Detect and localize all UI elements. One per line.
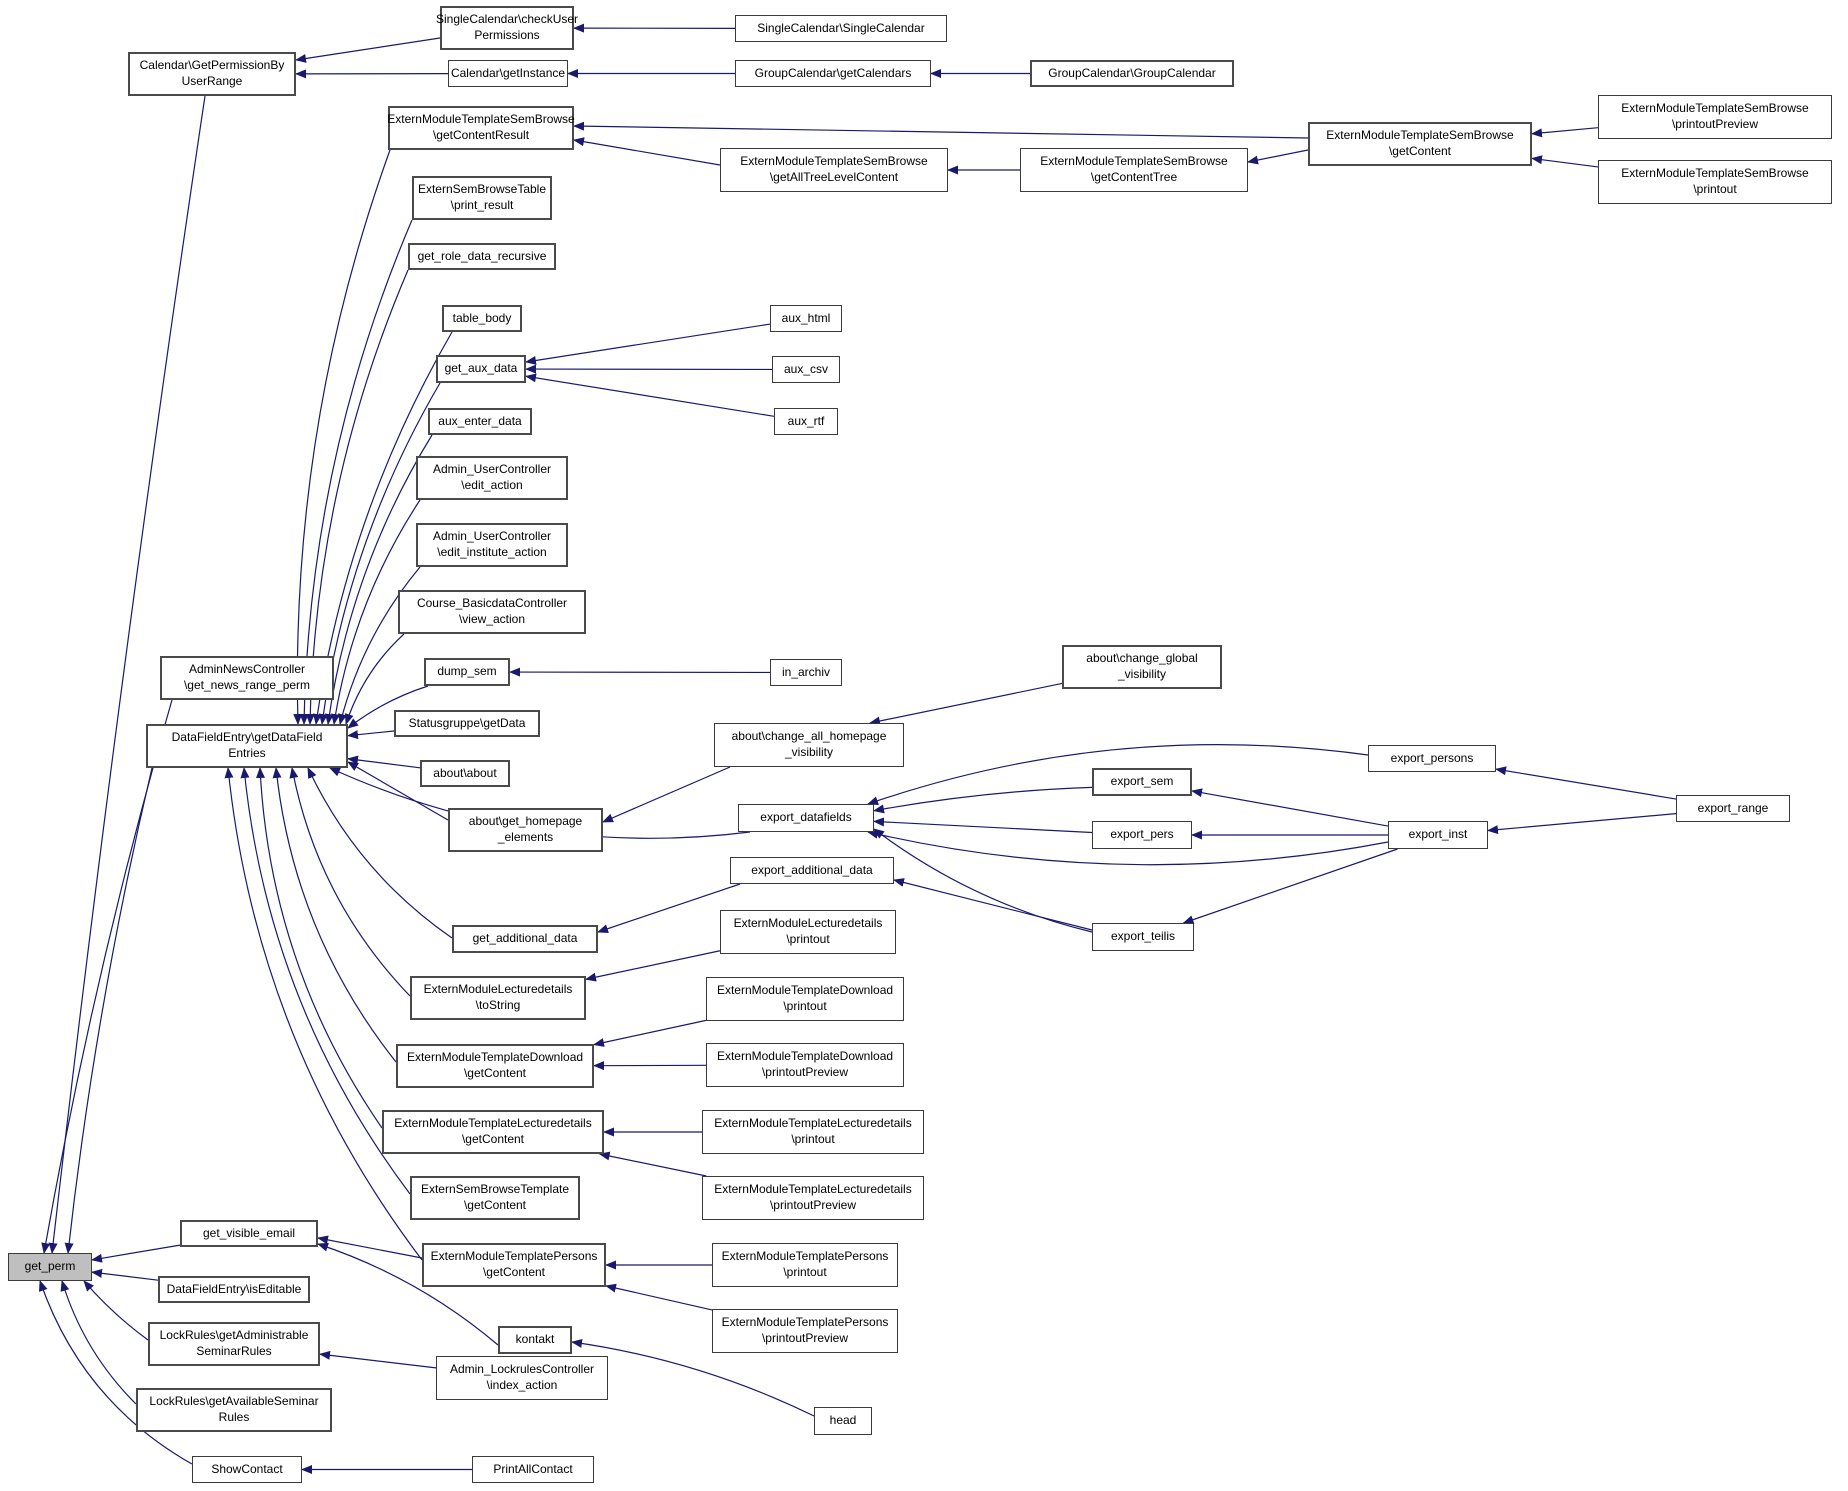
node-semb-getalltree[interactable]	[720, 148, 948, 192]
node-dump-sem[interactable]	[424, 658, 510, 686]
node-label-line: ExternSemBrowseTable	[417, 182, 547, 197]
node-esbt-getcontent[interactable]	[410, 1176, 580, 1220]
edge-esbt_print_result-to-dfe_hub	[304, 220, 412, 724]
node-course-view[interactable]	[398, 590, 586, 634]
node-label-line: ExternSemBrowseTemplate	[420, 1182, 570, 1197]
node-label-line: DataFieldEntry\getDataField	[171, 730, 323, 745]
node-label-line: \print_result	[450, 198, 514, 212]
node-label-line: LockRules\getAdministrable	[159, 1328, 309, 1343]
node-label-line: \printout	[783, 1265, 827, 1279]
node-label-line: \toString	[475, 998, 521, 1012]
edge-emtd_getcontent-to-dfe_hub	[276, 768, 396, 1062]
edge-eml_printout-to-eml_tostring	[586, 951, 720, 980]
edge-emtp_printoutpreview-to-emtp_getcontent	[606, 1286, 712, 1310]
node-label-line: ExternModuleLecturedetails	[733, 916, 883, 931]
node-label-line: in_archiv	[781, 664, 831, 679]
node-statusgruppe-getdata[interactable]	[394, 710, 540, 737]
node-label-line: get_visible_email	[202, 1225, 296, 1240]
node-export-range[interactable]	[1676, 795, 1790, 822]
node-label-line: Calendar\getInstance	[450, 65, 566, 80]
edge-export_teilis-to-export_datafields	[874, 829, 1092, 932]
node-label-line: \getAllTreeLevelContent	[769, 170, 899, 184]
edge-lock_avail-to-get_perm	[62, 1281, 136, 1404]
edge-semb_getcontent-to-semb_getcontenttree	[1248, 150, 1308, 162]
node-emtp-printout[interactable]	[712, 1243, 898, 1287]
edge-semb_getalltree-to-semb_getcontentresult	[574, 140, 720, 165]
node-label-line: ShowContact	[211, 1461, 283, 1476]
node-get-aux-data[interactable]	[436, 355, 526, 383]
node-export-persons[interactable]	[1368, 745, 1496, 772]
edge-about_change_global-to-about_change_all	[870, 683, 1062, 723]
edge-export_inst-to-export_sem	[1192, 791, 1388, 826]
node-export-additional[interactable]	[730, 857, 894, 884]
node-label-line: \view_action	[458, 612, 526, 626]
node-label-line: export_sem	[1110, 774, 1174, 789]
node-lock-admin[interactable]	[148, 1322, 320, 1366]
node-label-line: ExternModuleTemplateLecturedetails	[714, 1116, 912, 1131]
node-label-line: Course_BasicdataController	[416, 596, 568, 611]
node-label-line: ExternModuleTemplatePersons	[721, 1315, 889, 1330]
node-admin-edit-inst[interactable]	[416, 523, 568, 567]
edge-export_range-to-export_inst	[1488, 814, 1676, 831]
node-label-line: Admin_UserController	[432, 529, 552, 544]
node-label-line: get_role_data_recursive	[417, 248, 547, 263]
edge-aux_html-to-get_aux_data	[526, 324, 770, 362]
node-label-line: table_body	[452, 310, 512, 325]
node-single-checkuser[interactable]	[435, 6, 579, 50]
node-head[interactable]	[814, 1407, 872, 1435]
edge-export_inst-to-export_teilis	[1183, 849, 1397, 923]
node-in-archiv[interactable]	[770, 659, 842, 686]
node-label-line: ExternModuleTemplateSemBrowse	[740, 154, 928, 169]
node-label-line: dump_sem	[437, 664, 497, 679]
node-label-line: \get_news_range_perm	[183, 678, 311, 692]
node-label-line: SeminarRules	[196, 1344, 272, 1358]
edge-semb_printout-to-semb_getcontent	[1532, 158, 1598, 167]
edge-export_range-to-export_persons	[1496, 769, 1676, 799]
node-label-line: export_pers	[1110, 827, 1174, 842]
node-label-line: AdminNewsController	[188, 662, 306, 677]
node-get-visible-email[interactable]	[180, 1220, 318, 1247]
node-label-line: aux_html	[781, 310, 831, 325]
node-label-line: GroupCalendar\GroupCalendar	[1048, 65, 1216, 80]
node-label-line: ExternModuleTemplateDownload	[716, 983, 894, 998]
edge-lock_admin-to-get_perm	[84, 1281, 148, 1340]
node-label-line: Entries	[228, 746, 266, 760]
node-label-line: \printoutPreview	[761, 1331, 849, 1345]
node-admin-lockrules[interactable]	[436, 1356, 608, 1400]
node-label-line: export_range	[1697, 800, 1769, 815]
edge-export_pers-to-export_datafields	[874, 821, 1092, 832]
node-about-change-all[interactable]	[714, 723, 904, 767]
node-label-line: about\change_global	[1086, 651, 1198, 666]
node-export-inst[interactable]	[1388, 821, 1488, 849]
node-table-body[interactable]	[442, 305, 522, 332]
node-label-line: Rules	[218, 1410, 250, 1424]
node-label-line: \edit_institute_action	[437, 545, 547, 559]
edge-single_checkuser-to-cal_getperm	[296, 38, 440, 60]
node-label-line: SingleCalendar\SingleCalendar	[757, 20, 925, 35]
node-emtl-printout[interactable]	[702, 1110, 924, 1154]
node-label-line: _visibility	[1117, 667, 1166, 681]
node-label-line: aux_rtf	[787, 413, 825, 428]
node-aux-html[interactable]	[770, 305, 842, 332]
node-label-line: kontakt	[515, 1332, 555, 1347]
edge-semb_printoutpreview-to-semb_getcontent	[1532, 128, 1598, 134]
edge-about_change_all-to-about_get_homepage	[603, 767, 730, 822]
node-esbt-print-result[interactable]	[412, 176, 552, 220]
node-label-line: about\get_homepage	[468, 814, 583, 829]
edge-get_additional_data-to-dfe_hub	[308, 768, 452, 938]
node-label-line: head	[829, 1413, 857, 1428]
node-label-line: ExternModuleTemplateDownload	[716, 1049, 894, 1064]
edge-about_about-to-dfe_hub	[348, 759, 420, 768]
node-label-line: DataFieldEntry\isEditable	[166, 1281, 302, 1296]
node-eml-printout[interactable]	[720, 910, 896, 954]
node-group-group[interactable]	[1030, 60, 1234, 87]
node-get-perm	[8, 1253, 92, 1281]
node-label-line: ExternModuleTemplateSemBrowse	[1621, 101, 1809, 116]
edge-semb_getcontentresult-to-dfe_hub	[297, 150, 390, 724]
node-cal-getperm[interactable]	[128, 52, 296, 96]
node-printallcontact[interactable]	[472, 1456, 594, 1483]
node-cal-getinstance[interactable]	[448, 60, 568, 87]
node-label-line: \getContent	[463, 1198, 527, 1212]
node-label-line: ExternModuleTemplatePersons	[721, 1249, 889, 1264]
node-label-line: ExternModuleTemplateSemBrowse	[1040, 154, 1228, 169]
node-label-line: SingleCalendar\checkUser	[435, 12, 579, 27]
node-label-line: Admin_LockrulesController	[449, 1362, 595, 1377]
node-adminnews[interactable]	[160, 656, 334, 700]
node-emtl-printoutpreview[interactable]	[702, 1176, 924, 1220]
node-label-line: \getContentTree	[1090, 170, 1178, 184]
node-export-sem[interactable]	[1092, 768, 1192, 796]
node-label-line: Admin_UserController	[432, 462, 552, 477]
node-emtd-getcontent[interactable]	[396, 1044, 594, 1088]
node-get-additional-data[interactable]	[452, 925, 598, 953]
node-label-line: ExternModuleTemplateSemBrowse	[1326, 128, 1514, 143]
node-aux-rtf[interactable]	[774, 408, 838, 435]
node-label-line: \edit_action	[461, 478, 523, 492]
node-label-line: export_persons	[1390, 750, 1474, 765]
node-label-line: \printoutPreview	[1671, 117, 1759, 131]
node-label-line: UserRange	[181, 74, 243, 88]
node-lock-avail[interactable]	[136, 1388, 332, 1432]
edge-emtl_printoutpreview-to-emtl_getcontent	[600, 1154, 707, 1176]
node-single-single[interactable]	[735, 15, 947, 42]
edge-semb_getcontent-to-semb_getcontentresult	[574, 126, 1308, 138]
node-semb-getcontenttree[interactable]	[1020, 148, 1248, 192]
node-label-line: ExternModuleTemplatePersons	[430, 1249, 598, 1264]
node-label-line: _visibility	[784, 745, 833, 759]
node-kontakt[interactable]	[498, 1326, 572, 1354]
node-label-line: aux_csv	[783, 361, 829, 376]
node-label-line: GroupCalendar\getCalendars	[754, 65, 912, 80]
node-label-line: \printoutPreview	[761, 1065, 849, 1079]
node-export-pers[interactable]	[1092, 821, 1192, 849]
node-dfe-hub[interactable]	[146, 724, 348, 768]
node-label-line: \getContent	[1388, 144, 1452, 158]
node-label-line: \printout	[786, 932, 830, 946]
node-semb-printout[interactable]	[1598, 160, 1832, 204]
node-label-line: Permissions	[474, 28, 540, 42]
edge-export_additional-to-get_additional_data	[598, 884, 740, 932]
node-label-line: export_additional_data	[751, 862, 873, 877]
node-emtl-getcontent[interactable]	[382, 1110, 604, 1154]
node-label-line: PrintAllContact	[493, 1461, 573, 1476]
node-eml-tostring[interactable]	[410, 976, 586, 1020]
node-showcontact[interactable]	[192, 1456, 302, 1483]
node-about-about[interactable]	[420, 760, 510, 787]
node-label-line: \index_action	[486, 1378, 558, 1392]
node-label-line: \printoutPreview	[769, 1198, 857, 1212]
node-get-role-data-recursive[interactable]	[408, 243, 556, 270]
node-emtd-printoutpreview[interactable]	[706, 1043, 904, 1087]
node-label-line: \getContent	[461, 1132, 525, 1146]
node-label-line: aux_enter_data	[438, 413, 522, 428]
edge-emtd_printout-to-emtd_getcontent	[594, 1020, 706, 1044]
node-label-line: about\change_all_homepage	[731, 729, 887, 744]
node-label-line: ExternModuleTemplateLecturedetails	[714, 1182, 912, 1197]
node-about-change-global[interactable]	[1062, 645, 1222, 689]
node-emtp-getcontent[interactable]	[422, 1243, 606, 1287]
node-label-line: export_teilis	[1110, 929, 1176, 944]
node-semb-getcontent[interactable]	[1308, 122, 1532, 166]
node-label-line: get_perm	[24, 1259, 76, 1274]
node-label-line: get_additional_data	[472, 931, 578, 946]
edge-emtp_getcontent-to-dfe_hub	[228, 768, 422, 1260]
edge-get_visible_email-to-get_perm	[92, 1245, 180, 1260]
node-about-get-homepage[interactable]	[448, 808, 603, 852]
node-label-line: \getContent	[463, 1066, 527, 1080]
edge-export_teilis-to-export_additional	[894, 880, 1092, 930]
node-export-teilis[interactable]	[1092, 923, 1194, 951]
edge-dfe_iseditable-to-get_perm	[92, 1272, 158, 1280]
node-export-datafields[interactable]	[738, 804, 874, 832]
edge-statusgruppe_getdata-to-dfe_hub	[348, 731, 394, 736]
node-label-line: \printout	[783, 999, 827, 1013]
node-aux-enter-data[interactable]	[428, 408, 532, 435]
node-label-line: ExternModuleTemplateLecturedetails	[394, 1116, 592, 1131]
node-semb-printoutpreview[interactable]	[1598, 95, 1832, 139]
node-label-line: Calendar\GetPermissionBy	[139, 58, 285, 73]
node-label-line: \printout	[1693, 182, 1737, 196]
node-label-line: LockRules\getAvailableSeminar	[149, 1394, 319, 1409]
edge-emtl_getcontent-to-dfe_hub	[260, 768, 382, 1128]
node-label-line: export_inst	[1408, 827, 1468, 842]
node-label-line: about\about	[433, 765, 497, 780]
node-label-line: get_aux_data	[444, 361, 518, 376]
edge-eml_tostring-to-dfe_hub	[292, 768, 410, 996]
node-semb-getcontentresult[interactable]	[388, 106, 574, 150]
node-group-getcals[interactable]	[735, 60, 931, 87]
node-label-line: export_datafields	[760, 810, 852, 825]
node-admin-edit-action[interactable]	[416, 456, 568, 500]
node-label-line: ExternModuleTemplateSemBrowse	[387, 112, 575, 127]
node-dfe-iseditable[interactable]	[158, 1276, 310, 1303]
edge-showcontact-to-get_perm	[40, 1281, 192, 1464]
node-label-line: \printout	[791, 1132, 835, 1146]
node-emtd-printout[interactable]	[706, 977, 904, 1021]
node-label-line: ExternModuleTemplateSemBrowse	[1621, 166, 1809, 181]
edge-admin_lockrules-to-lock_admin	[320, 1354, 436, 1368]
edge-emtp_getcontent-to-get_visible_email	[318, 1238, 422, 1258]
node-label-line: ExternModuleTemplateDownload	[406, 1050, 584, 1065]
node-label-line: _elements	[497, 830, 554, 844]
edge-aux_rtf-to-get_aux_data	[526, 376, 774, 416]
node-label-line: Statusgruppe\getData	[408, 715, 526, 730]
node-aux-csv[interactable]	[772, 356, 840, 383]
node-label-line: \getContent	[482, 1265, 546, 1279]
node-label-line: ExternModuleLecturedetails	[423, 982, 573, 997]
edge-head-to-kontakt	[572, 1342, 814, 1416]
node-emtp-printoutpreview[interactable]	[712, 1309, 898, 1353]
node-label-line: \getContentResult	[432, 128, 530, 142]
